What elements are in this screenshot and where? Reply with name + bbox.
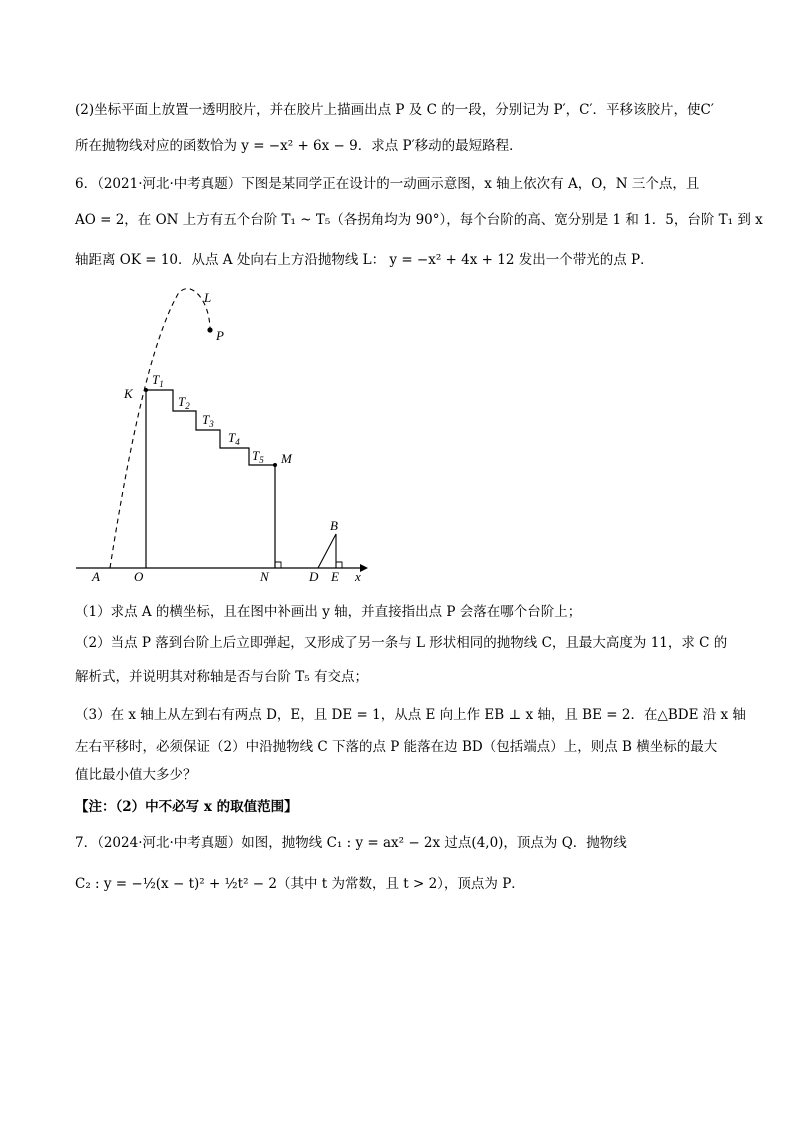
triangle-BDE: [318, 534, 336, 568]
point-K-dot: [144, 388, 148, 392]
label-D: D: [309, 569, 319, 584]
x-axis-arrow-icon: [360, 564, 368, 572]
question-3: （3）在 x 轴上从左到右有两点 D，E，且 DE = 1，从点 E 向上作 EB ⊥ x 轴，且 BE = 2．在△BDE 沿 x 轴: [75, 707, 746, 723]
text-line: 解析式，并说明其对称轴是否与台阶 T₅ 有交点；: [75, 669, 368, 685]
label-K: K: [124, 386, 133, 401]
right-angle-mark-N: [275, 562, 281, 568]
label-x: x: [355, 569, 361, 584]
text-line: 左右平移时，必须保证（2）中沿抛物线 C 下落的点 P 能落在边 BD（包括端点）上，则点 B 横坐标的最大: [75, 739, 718, 755]
label-P: P: [216, 328, 224, 343]
point-M-dot: [273, 463, 277, 467]
label-T2: $T_2$: [178, 394, 190, 411]
text-line: 值比最小值大多少？: [75, 767, 197, 783]
text-line: 轴距离 OK = 10．从点 A 处向右上方沿抛物线 L： y = −x² + 4x + 12 发出一个带光的点 P．: [75, 252, 654, 268]
label-T3: $T_3$: [202, 412, 214, 429]
problem-7-heading: 7．（2024·河北·中考真题）如图，抛物线 C₁ : y = ax² − 2x 过点(4,0)，顶点为 Q．抛物线: [75, 835, 627, 851]
label-N: N: [260, 569, 269, 584]
label-L: L: [204, 290, 212, 305]
label-E: E: [331, 569, 339, 584]
label-A: A: [92, 569, 100, 584]
staircase-outline: [146, 390, 275, 568]
parabola-L: [110, 289, 210, 568]
question-2: （2）当点 P 落到台阶上后立即弹起，又形成了另一条与 L 形状相同的抛物线 C，且最大高度为 11，求 C 的: [75, 635, 728, 651]
label-T4: $T_4$: [228, 430, 240, 447]
text-line: AO = 2，在 ON 上方有五个台阶 T₁ ~ T₅（各拐角均为 90°），每个台阶的高、宽分别是 1 和 1．5，台阶 T₁ 到 x: [75, 212, 763, 228]
label-T5: $T_5$: [252, 448, 264, 465]
label-T1: $T_1$: [152, 372, 164, 389]
text-line: C₂ : y = −½(x − t)² + ½t² − 2（其中 t 为常数，且 t > 2），顶点为 P．: [75, 876, 525, 892]
text-line: 所在抛物线对应的函数恰为 y = −x² + 6x − 9．求点 P′移动的最短路程．: [75, 138, 523, 154]
question-1: （1）求点 A 的横坐标，且在图中补画出 y 轴，并直接指出点 P 会落在哪个台阶上；: [75, 604, 582, 620]
point-P-dot: [207, 327, 212, 332]
text-line: (2)坐标平面上放置一透明胶片，并在胶片上描画出点 P 及 C 的一段，分别记为 P′，C′．平移该胶片，使C′: [75, 102, 714, 118]
right-angle-mark-E: [336, 562, 342, 568]
problem-6-heading: 6．（2021·河北·中考真题）下图是某同学正在设计的一动画示意图，x 轴上依次有 A，O，N 三个点，且: [75, 176, 700, 192]
label-O: O: [134, 569, 144, 584]
note: 【注：（2）中不必写 x 的取值范围】: [75, 799, 298, 815]
stairs-parabola-figure: [60, 280, 390, 590]
label-M: M: [281, 451, 292, 466]
label-B: B: [330, 518, 338, 533]
